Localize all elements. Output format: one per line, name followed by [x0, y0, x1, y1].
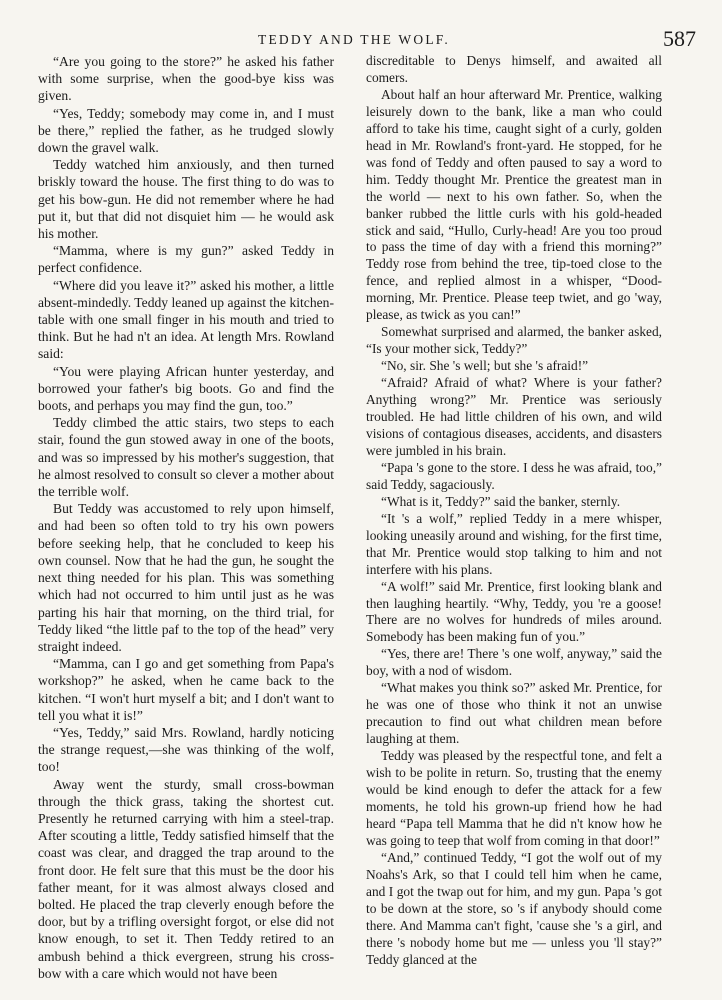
- paragraph: “And,” continued Teddy, “I got the wolf out of my Noahs's Ark, so that I could tell him when he came, and I got the twap out for him, and my gun. Papa 's got to be down at the store, so 's if anybody should come there. And Mamma can't fight, 'cause she 's a girl, and there 's nobody home but me — unless you 'll stay?” Teddy glanced at the: [366, 849, 662, 967]
- right-column: [366, 53, 662, 968]
- paragraph: “Mamma, can I go and get something from Papa's workshop?” he asked, when he came back to the kitchen. “I won't hurt myself a bit; and I don't want to tell you what it is!”: [38, 656, 334, 723]
- paragraph: Teddy watched him anxiously, and then turned briskly toward the house. The first thing to do was to get his bow-gun. He did not remember where he had put it, but that did not disquiet him — he would ask his mother.: [38, 157, 334, 242]
- paragraph: “Mamma, where is my gun?” asked Teddy in perfect confidence.: [38, 243, 334, 276]
- paragraph: “Yes, Teddy,” said Mrs. Rowland, hardly noticing the strange request,—she was thinking of the wolf, too!: [38, 724, 334, 775]
- paragraph: But Teddy was accustomed to rely upon himself, and had been so often told to try his own powers before seeking help, that he concluded to keep his own counsel. Now that he had the gun, he sought the next thing needed for his plan. This was something which had not occurred to him until just as he was parting his hair that morning, on the third trial, for Teddy liked “the little paf to the top of the head” very straight indeed.: [38, 501, 334, 654]
- page-number: 587: [663, 26, 696, 51]
- paragraph: “Are you going to the store?” he asked his father with some surprise, when the good-bye kiss was given.: [38, 54, 334, 104]
- paragraph: “Yes, there are! There 's one wolf, anyway,” said the boy, with a nod of wisdom.: [366, 646, 662, 679]
- paragraph: Teddy climbed the attic stairs, two steps to each stair, found the gun stowed away in one of the boots, and was so impressed by his mother's suggestion, that he almost resolved to consult so clever a mother about the terrible wolf.: [38, 415, 334, 500]
- running-title: TEDDY AND THE WOLF.: [258, 32, 450, 47]
- left-column: [38, 53, 334, 982]
- paragraph: “No, sir. She 's well; but she 's afraid!”: [381, 358, 589, 374]
- paragraph: Away went the sturdy, small cross-bowman through the thick grass, taking the shortest cut. Presently he returned carrying with him a steel-trap. After scouting a little, Teddy satisfied himself that the coast was clear, and dragged the trap around to the front door. He felt sure that this must be the door his father meant, for it was almost always closed and bolted. He placed the trap cleverly enough before the door, but by a trifling oversight forgot, or else did not know enough, to set it. Then Teddy retired to an ambush behind a thick evergreen, strung his cross-bow with a care which would not have been: [38, 776, 334, 981]
- paragraph: “It 's a wolf,” replied Teddy in a mere whisper, looking uneasily around and wishing, for the first time, that Mr. Prentice would stop talking to him and not interfere with his plans.: [366, 510, 662, 577]
- paragraph: “What is it, Teddy?” said the banker, sternly.: [381, 493, 621, 509]
- paragraph: “What makes you think so?” asked Mr. Prentice, for he was one of those who think it not an unwise precaution to find out what children mean before laughing at them.: [366, 680, 662, 747]
- paragraph: About half an hour afterward Mr. Prentice, walking leisurely down to the bank, like a man who could afford to take his time, caught sight of a curly, golden head in Mr. Rowland's front-yard. He stopped, for he was fond of Teddy and often paused to say a word to him. Teddy thought Mr. Prentice the greatest man in the world — next to his own father. So, when the banker rubbed the little curls with his gold-headed stick and said, “Hullo, Curly-head! Are you too proud to pass the time of day with a friend this morning?” Teddy rose from behind the tree, tip-toed close to the fence, and replied almost in a whisper, “Dood-morning, Mr. Prentice. Please teep twiet, and go 'way, please, as twick as you can!”: [366, 86, 662, 323]
- paragraph: “A wolf!” said Mr. Prentice, first looking blank and then laughing heartily. “Why, Teddy, you 're a goose! There are no wolves for hundreds of miles around. Somebody has been making fun of you.”: [366, 578, 662, 645]
- paragraph: “Yes, Teddy; somebody may come in, and I must be there,” replied the father, as he trudged slowly down the gravel walk.: [38, 105, 334, 156]
- paragraph: “Papa 's gone to the store. I dess he was afraid, too,” said Teddy, sagaciously.: [366, 459, 662, 492]
- paragraph: “Where did you leave it?” asked his mother, a little absent-mindedly. Teddy leaned up against the kitchen-table with one small finger in his mouth and tried to think. But he had n't an idea. At length Mrs. Rowland said:: [38, 277, 334, 362]
- paragraph: “You were playing African hunter yesterday, and borrowed your father's big boots. Go and find the boots, and perhaps you may find the gun, too.”: [38, 363, 334, 414]
- paragraph: Teddy was pleased by the respectful tone, and felt a wish to be polite in return. So, trusting that the enemy would be kind enough to defer the attack for a few moments, he told his grown-up friend how he had heard “Papa tell Mamma that he did n't know how he was going to teep that wolf from coming in that door!”: [366, 748, 662, 848]
- paragraph: “Afraid? Afraid of what? Where is your father? Anything wrong?” Mr. Prentice was seriously troubled. He had little children of his own, and wild visions of contagious diseases, accidents, and disasters were jumbled in his brain.: [366, 375, 662, 458]
- paragraph: discreditable to Denys himself, and awaited all comers.: [366, 53, 662, 85]
- paragraph: Somewhat surprised and alarmed, the banker asked, “Is your mother sick, Teddy?”: [366, 324, 662, 357]
